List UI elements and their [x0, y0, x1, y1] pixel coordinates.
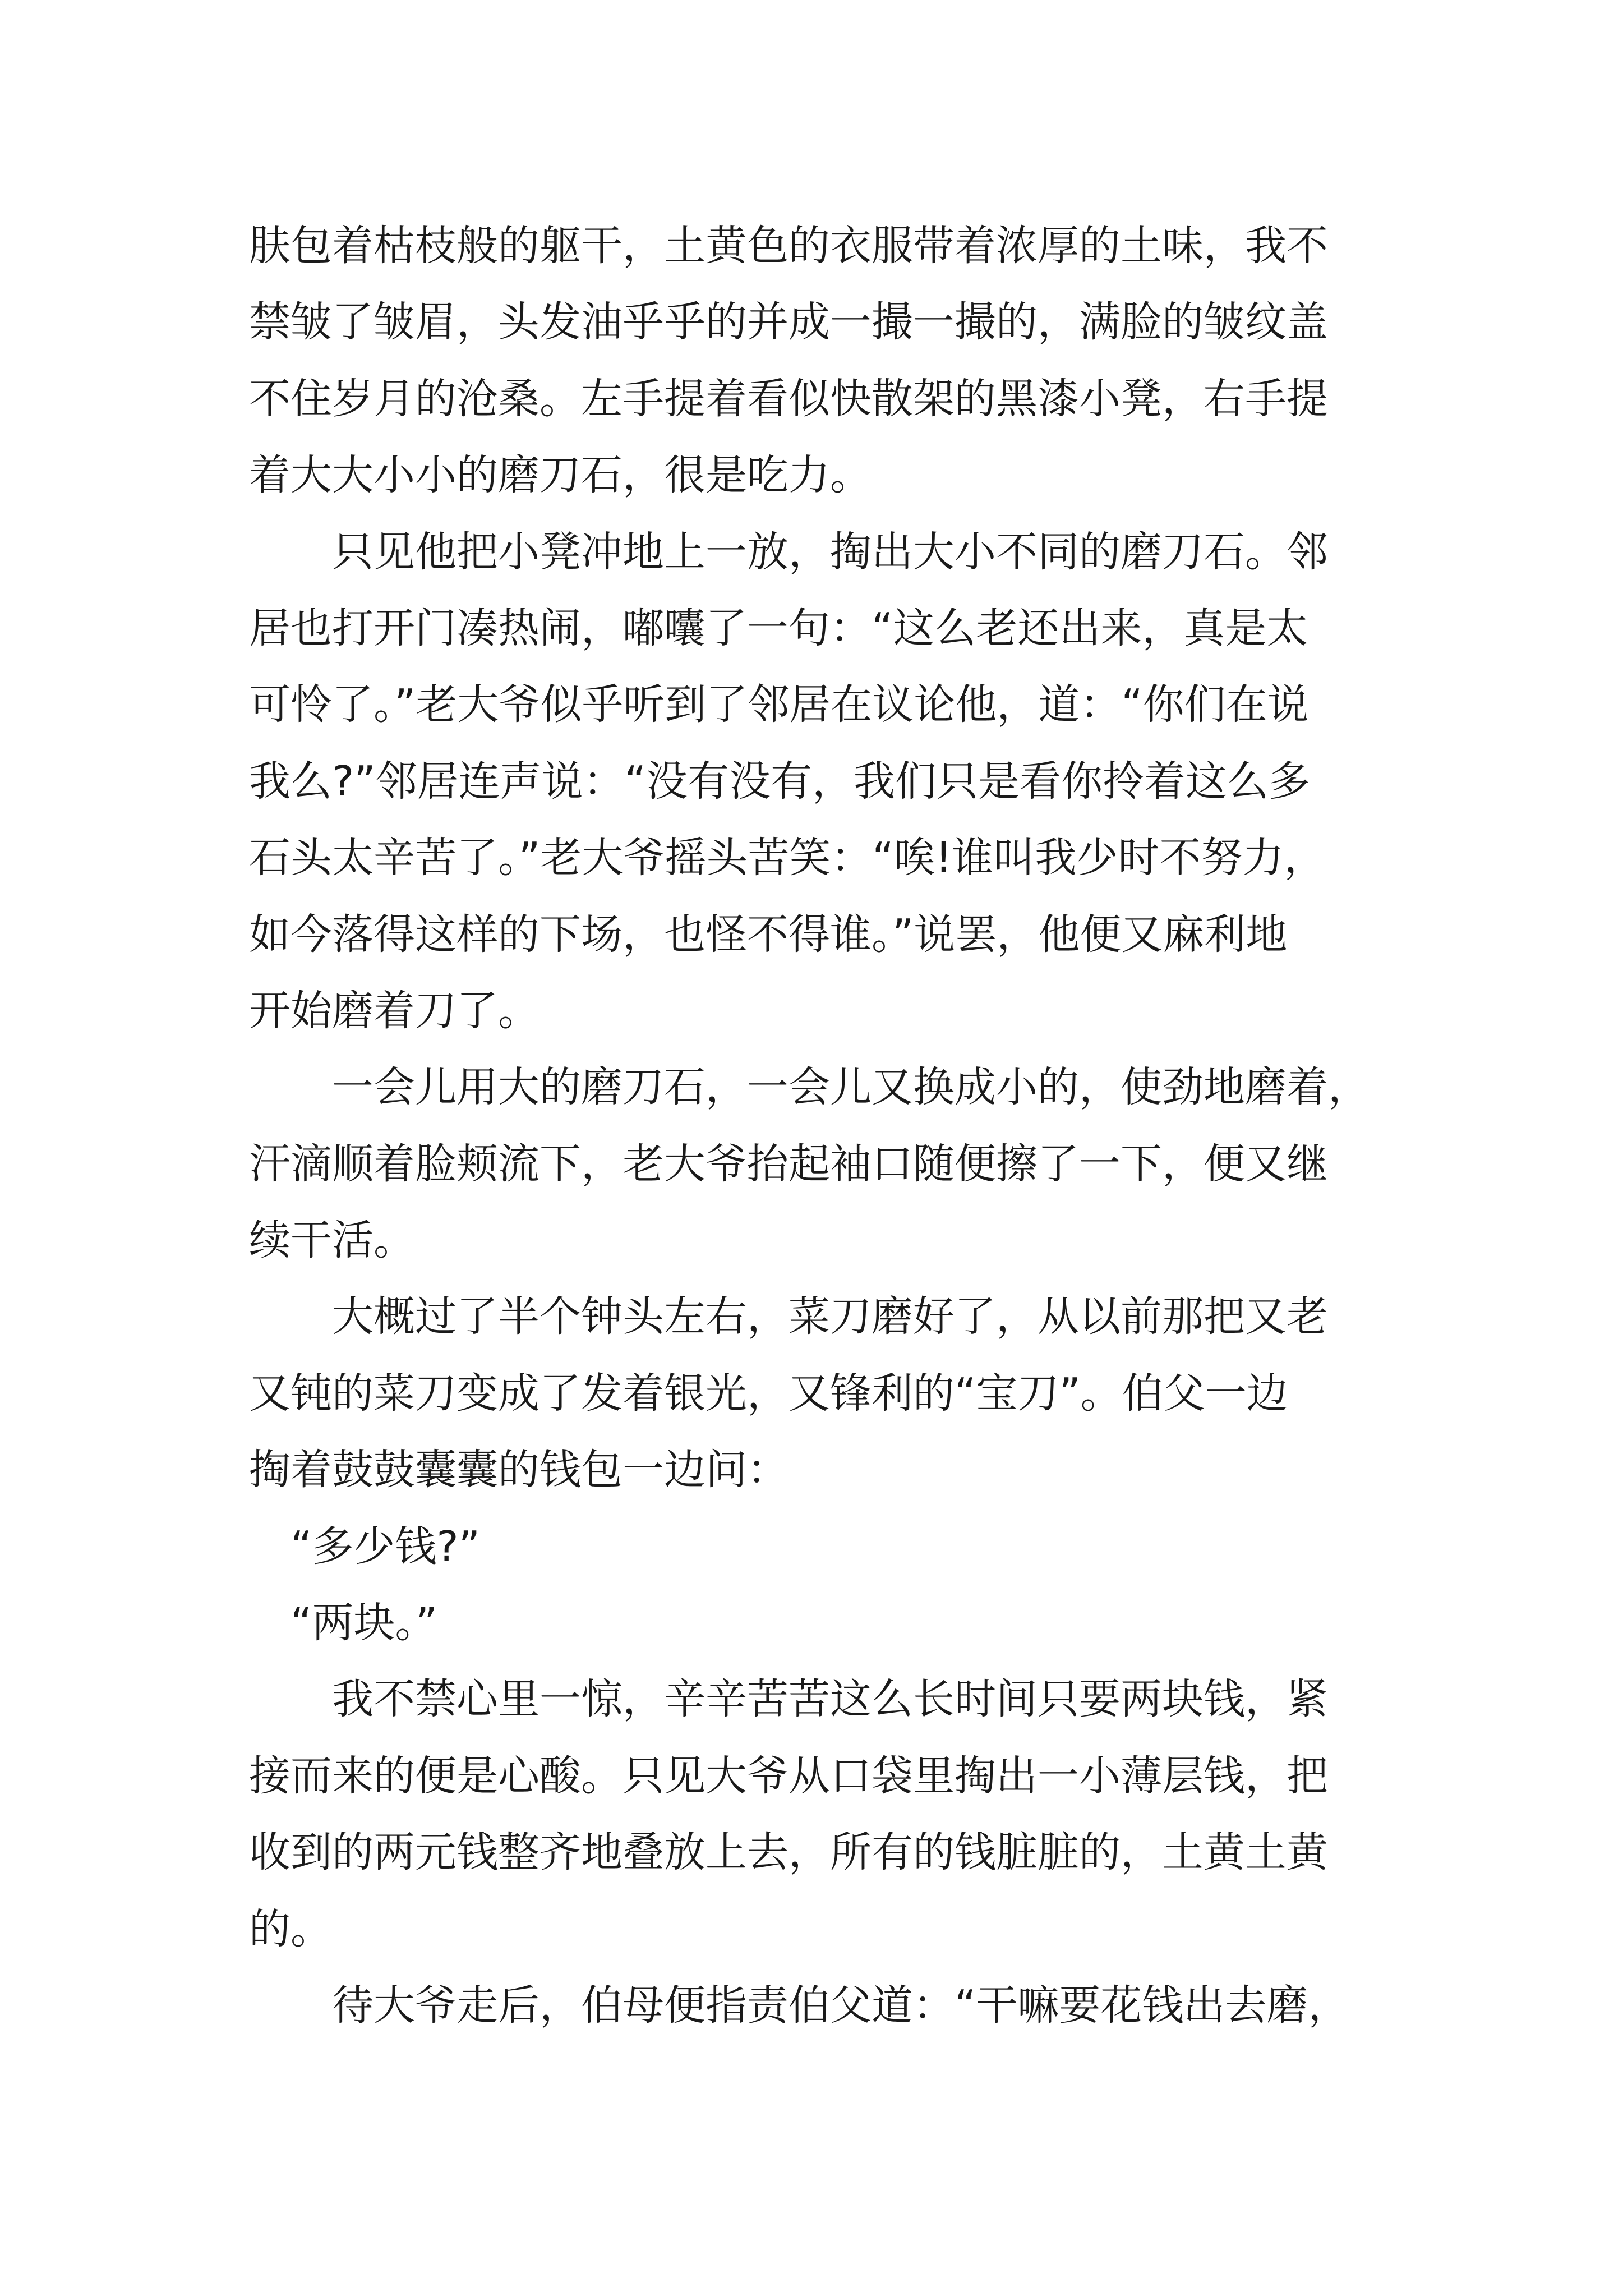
text-line: 收到的两元钱整齐地叠放上去，所有的钱脏脏的，土黄土黄	[249, 1828, 1328, 1877]
text-line: 大概过了半个钟头左右，菜刀磨好了，从以前那把又老	[249, 1292, 1328, 1341]
text-line: 待大爷走后，伯母便指责伯父道：“干嘛要花钱出去磨，	[249, 1981, 1350, 2030]
text-line: 又钝的菜刀变成了发着银光，又锋利的“宝刀”。伯父一边	[249, 1369, 1288, 1418]
text-line: 我不禁心里一惊，辛辛苦苦这么长时间只要两块钱，紧	[249, 1675, 1328, 1724]
text-line: 续干活。	[249, 1216, 415, 1265]
text-line: 掏着鼓鼓囊囊的钱包一边问：	[249, 1446, 789, 1494]
text-line: 着大大小小的磨刀石，很是吃力。	[249, 451, 872, 500]
text-line: 肤包着枯枝般的躯干，土黄色的衣服带着浓厚的土味，我不	[249, 222, 1328, 270]
body-text	[249, 208, 1415, 2044]
text-line: 开始磨着刀了。	[249, 986, 540, 1035]
text-line: 如今落得这样的下场，也怪不得谁。”说罢，他便又麻利地	[249, 910, 1288, 959]
text-line: 我么?”邻居连声说：“没有没有，我们只是看你拎着这么多	[249, 757, 1310, 806]
text-line: “多少钱?”	[249, 1522, 480, 1571]
text-line: 汗滴顺着脸颊流下，老大爷抬起袖口随便擦了一下，便又继	[249, 1139, 1328, 1188]
text-line: 可怜了。”老大爷似乎听到了邻居在议论他，道：“你们在说	[249, 680, 1309, 729]
text-line: 居也打开门凑热闹，嘟囔了一句：“这么老还出来，真是太	[249, 604, 1308, 652]
text-line: 石头太辛苦了。”老大爷摇头苦笑：“唉!谁叫我少时不努力，	[249, 834, 1326, 882]
text-line: 禁皱了皱眉，头发油乎乎的并成一撮一撮的，满脸的皱纹盖	[249, 298, 1328, 347]
text-line: “两块。”	[249, 1599, 437, 1648]
text-line: 一会儿用大的磨刀石，一会儿又换成小的，使劲地磨着，	[249, 1063, 1370, 1112]
text-line: 不住岁月的沧桑。左手提着看似快散架的黑漆小凳，右手提	[249, 374, 1328, 423]
text-line: 接而来的便是心酸。只见大爷从口袋里掏出一小薄层钱，把	[249, 1751, 1328, 1800]
text-line: 只见他把小凳冲地上一放，掏出大小不同的磨刀石。邻	[249, 527, 1328, 576]
text-line: 的。	[249, 1904, 332, 1953]
